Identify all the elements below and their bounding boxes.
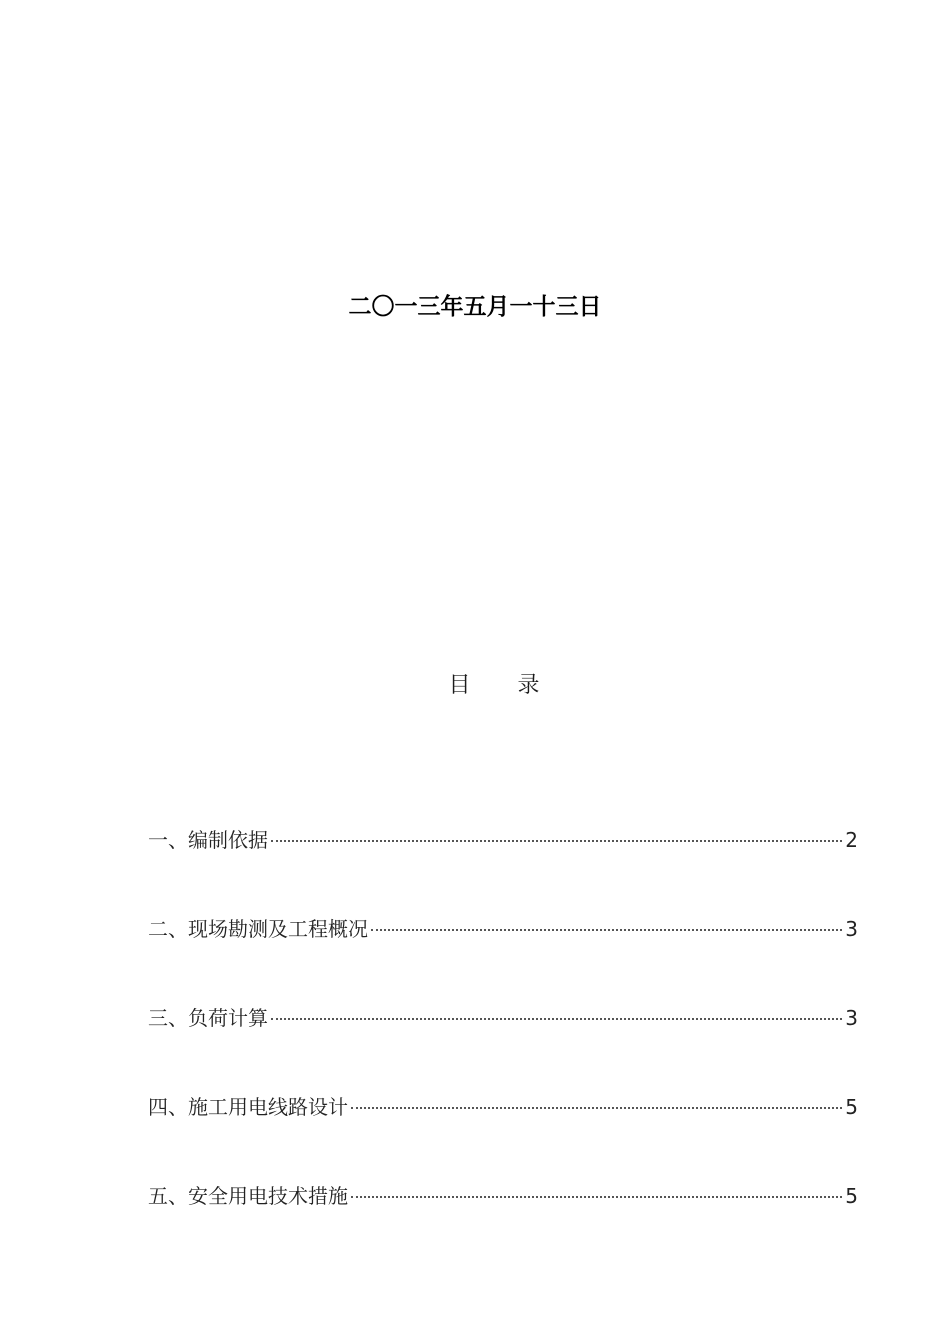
toc-entry-label: 五、安全用电技术措施 [148, 1184, 348, 1208]
toc-dot-leader [351, 1107, 842, 1109]
toc-entry[interactable] [148, 913, 858, 945]
document-date: 二〇一三年五月一十三日 [348, 294, 602, 320]
toc-dot-leader [271, 840, 842, 842]
toc-entry[interactable] [148, 1002, 858, 1034]
toc-entry-page: 5 [845, 1184, 858, 1208]
toc-entry[interactable] [148, 824, 858, 856]
toc-entry-page: 5 [845, 1095, 858, 1119]
toc-entry-page: 3 [845, 1006, 858, 1030]
toc-entry-page: 3 [845, 917, 858, 941]
toc-title: 目 录 [448, 673, 560, 698]
toc-dot-leader [271, 1018, 842, 1020]
toc-entry-page: 2 [845, 828, 858, 852]
toc-entry[interactable] [148, 1180, 858, 1212]
toc-dot-leader [351, 1196, 842, 1198]
toc-entry[interactable] [148, 1091, 858, 1123]
toc-dot-leader [371, 929, 842, 931]
toc-entry-label: 三、负荷计算 [148, 1006, 268, 1030]
toc-entry-label: 四、施工用电线路设计 [148, 1095, 348, 1119]
toc-entry-label: 二、现场勘测及工程概况 [148, 917, 368, 941]
toc-entry-label: 一、编制依据 [148, 828, 268, 852]
